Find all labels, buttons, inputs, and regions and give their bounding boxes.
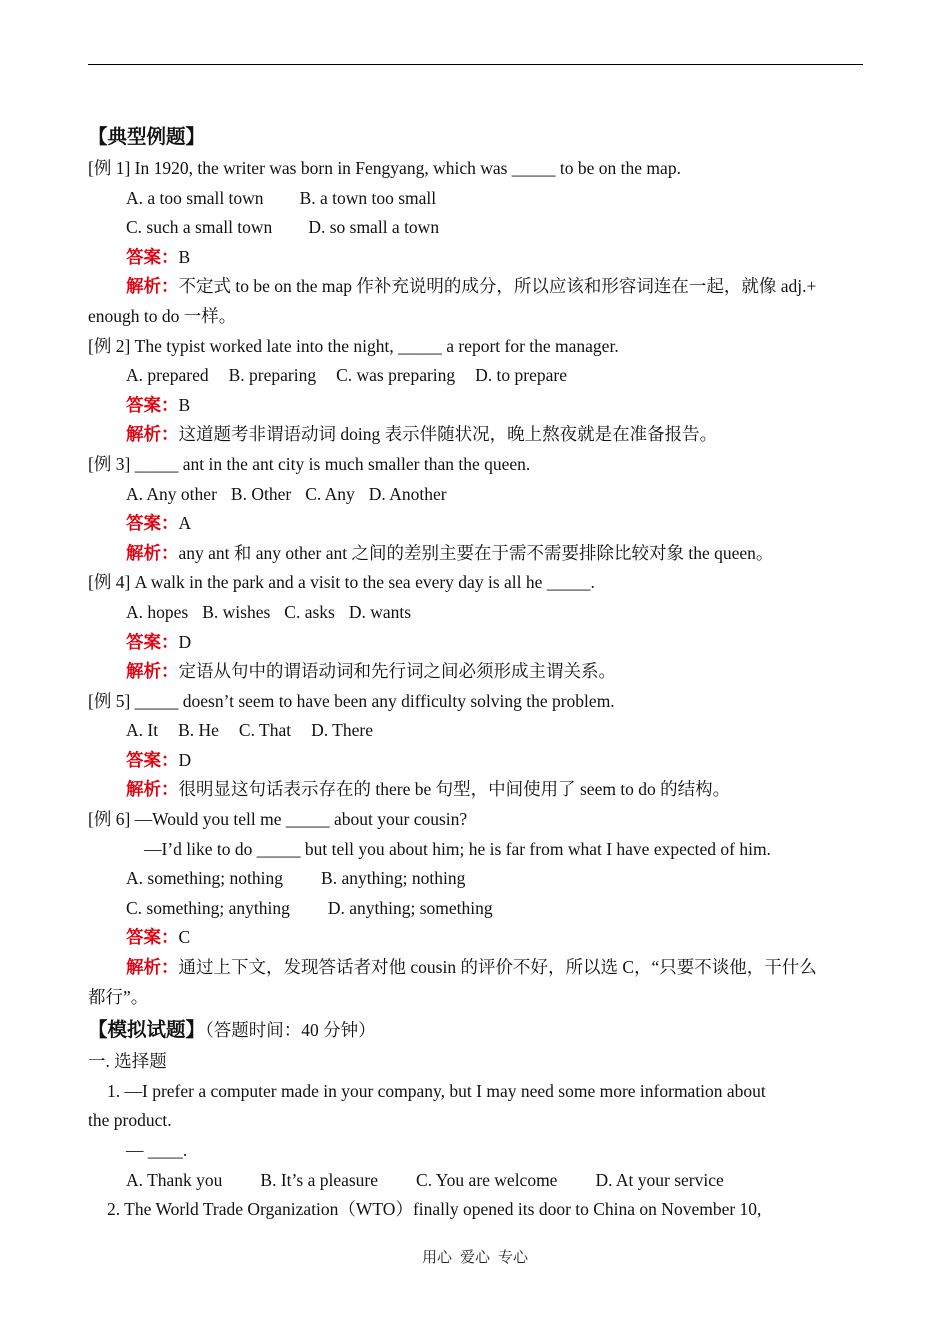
footer-word: 爱心 (459, 1250, 490, 1266)
example-6-question: [例 6] —Would you tell me _____ about your cousin? (88, 809, 468, 830)
option: D. to prepare (475, 365, 568, 386)
answer-label: 答案： (126, 513, 179, 534)
footer-word: 专心 (498, 1250, 529, 1266)
option: B. It’s a pleasure (260, 1169, 379, 1190)
option: D. At your service (595, 1169, 724, 1190)
answer-value: D (178, 631, 192, 652)
example-4-answer (88, 628, 863, 658)
page-footer (0, 1246, 950, 1267)
document-body (88, 120, 863, 1225)
example-2-analysis (88, 420, 863, 450)
answer-value: D (178, 749, 192, 770)
option: C. such a small town (126, 217, 273, 238)
example-2-options (88, 361, 863, 391)
example-3-question: [例 3] _____ ant in the ant city is much smaller than the queen. (88, 453, 531, 474)
option: D. anything; something (327, 897, 493, 918)
section-heading-typical: 【典型例题】 (88, 127, 206, 148)
option: A. a too small town (126, 187, 264, 208)
mock-question-1-cont: the product. (88, 1110, 172, 1131)
example-6-options-row-2 (88, 894, 863, 924)
example-6-analysis (88, 953, 863, 983)
answer-label: 答案： (126, 394, 179, 415)
example-3-analysis (88, 539, 863, 569)
example-1-question: [例 1] In 1920, the writer was born in Fengyang, which was _____ to be on the map. (88, 158, 681, 178)
example-1-answer (88, 243, 863, 273)
answer-value: A (178, 513, 192, 534)
answer-value: B (178, 246, 191, 267)
analysis-label: 解析： (126, 661, 179, 682)
analysis-text: 定语从句中的谓语动词和先行词之间必须形成主谓关系。 (178, 661, 616, 682)
answer-label: 答案： (126, 749, 179, 770)
example-4-analysis (88, 657, 863, 687)
option: B. wishes (202, 601, 271, 622)
analysis-text: any ant 和 any other ant 之间的差别主要在于需不需要排除比较对象 the queen。 (178, 542, 774, 563)
option: C. asks (284, 601, 335, 622)
option: B. He (178, 720, 219, 741)
example-6-answer (88, 923, 863, 953)
example-1-options-row-1 (88, 184, 863, 214)
answer-label: 答案： (126, 631, 179, 652)
option: D. so small a town (308, 217, 440, 238)
example-6-question-reply: —I’d like to do _____ but tell you about him; he is far from what I have expected of him. (144, 838, 771, 859)
example-1-options-row-2 (88, 213, 863, 243)
option: C. That (238, 720, 292, 741)
answer-value: B (178, 394, 191, 415)
example-5-options (88, 716, 863, 746)
mock-question-1-reply: — ____. (126, 1140, 188, 1160)
option: D. There (311, 720, 373, 741)
footer-word: 用心 (421, 1250, 452, 1266)
example-5-answer (88, 746, 863, 776)
analysis-text: 通过上下文，发现答话者对他 cousin 的评价不好，所以选 C，“只要不谈他，干什么 (178, 957, 817, 978)
section-heading-mock (88, 1014, 863, 1047)
mock-question-2: 2. The World Trade Organization（WTO）finally opened its door to China on November 10, (107, 1199, 762, 1220)
answer-label: 答案： (126, 246, 179, 267)
option: A. Thank you (126, 1169, 223, 1190)
option: D. wants (348, 601, 412, 622)
example-5-question: [例 5] _____ doesn’t seem to have been any difficulty solving the problem. (88, 690, 615, 711)
analysis-label: 解析： (126, 957, 179, 978)
answer-value: C (178, 927, 191, 948)
option: B. Other (230, 483, 292, 504)
option: B. preparing (228, 365, 317, 386)
part-one-title: 一. 选择题 (88, 1051, 167, 1072)
mock-question-1-options (88, 1166, 863, 1196)
option: A. hopes (126, 601, 189, 622)
option: B. anything; nothing (321, 868, 466, 889)
analysis-text: 这道题考非谓语动词 doing 表示伴随状况，晚上熬夜就是在准备报告。 (178, 424, 718, 445)
analysis-text: 不定式 to be on the map 作补充说明的成分，所以应该和形容词连在一起，就像 adj.+ (178, 276, 817, 297)
option: B. a town too small (299, 187, 437, 208)
example-1-analysis-cont: enough to do 一样。 (88, 305, 237, 326)
mock-title: 【模拟试题】 (88, 1020, 206, 1042)
option: A. something; nothing (126, 868, 284, 889)
mock-time-note: （答题时间：40 分钟） (205, 1020, 376, 1041)
analysis-text: 很明显这句话表示存在的 there be 句型，中间使用了 seem to do 的结构。 (178, 779, 731, 800)
analysis-label: 解析： (126, 542, 179, 563)
example-1-analysis (88, 272, 863, 302)
mock-question-1: 1. —I prefer a computer made in your company, but I may need some more information about (107, 1080, 766, 1101)
option: C. Any (305, 483, 355, 504)
example-6-options-row-1 (88, 864, 863, 894)
analysis-label: 解析： (126, 779, 179, 800)
example-4-options (88, 598, 863, 628)
header-rule (88, 64, 863, 65)
example-5-analysis (88, 775, 863, 805)
example-2-question: [例 2] The typist worked late into the night, _____ a report for the manager. (88, 335, 619, 356)
option: A. Any other (126, 483, 217, 504)
example-2-answer (88, 391, 863, 421)
option: A. prepared (126, 365, 209, 386)
option: A. It (126, 720, 159, 741)
option: C. You are welcome (416, 1169, 558, 1190)
analysis-label: 解析： (126, 424, 179, 445)
answer-label: 答案： (126, 927, 179, 948)
analysis-label: 解析： (126, 276, 179, 297)
example-4-question: [例 4] A walk in the park and a visit to the sea every day is all he _____. (88, 572, 595, 593)
example-3-answer (88, 509, 863, 539)
option: C. was preparing (336, 365, 456, 386)
option: C. something; anything (126, 897, 290, 918)
example-3-options (88, 480, 863, 510)
option: D. Another (368, 483, 447, 504)
example-6-analysis-cont: 都行”。 (88, 986, 149, 1007)
